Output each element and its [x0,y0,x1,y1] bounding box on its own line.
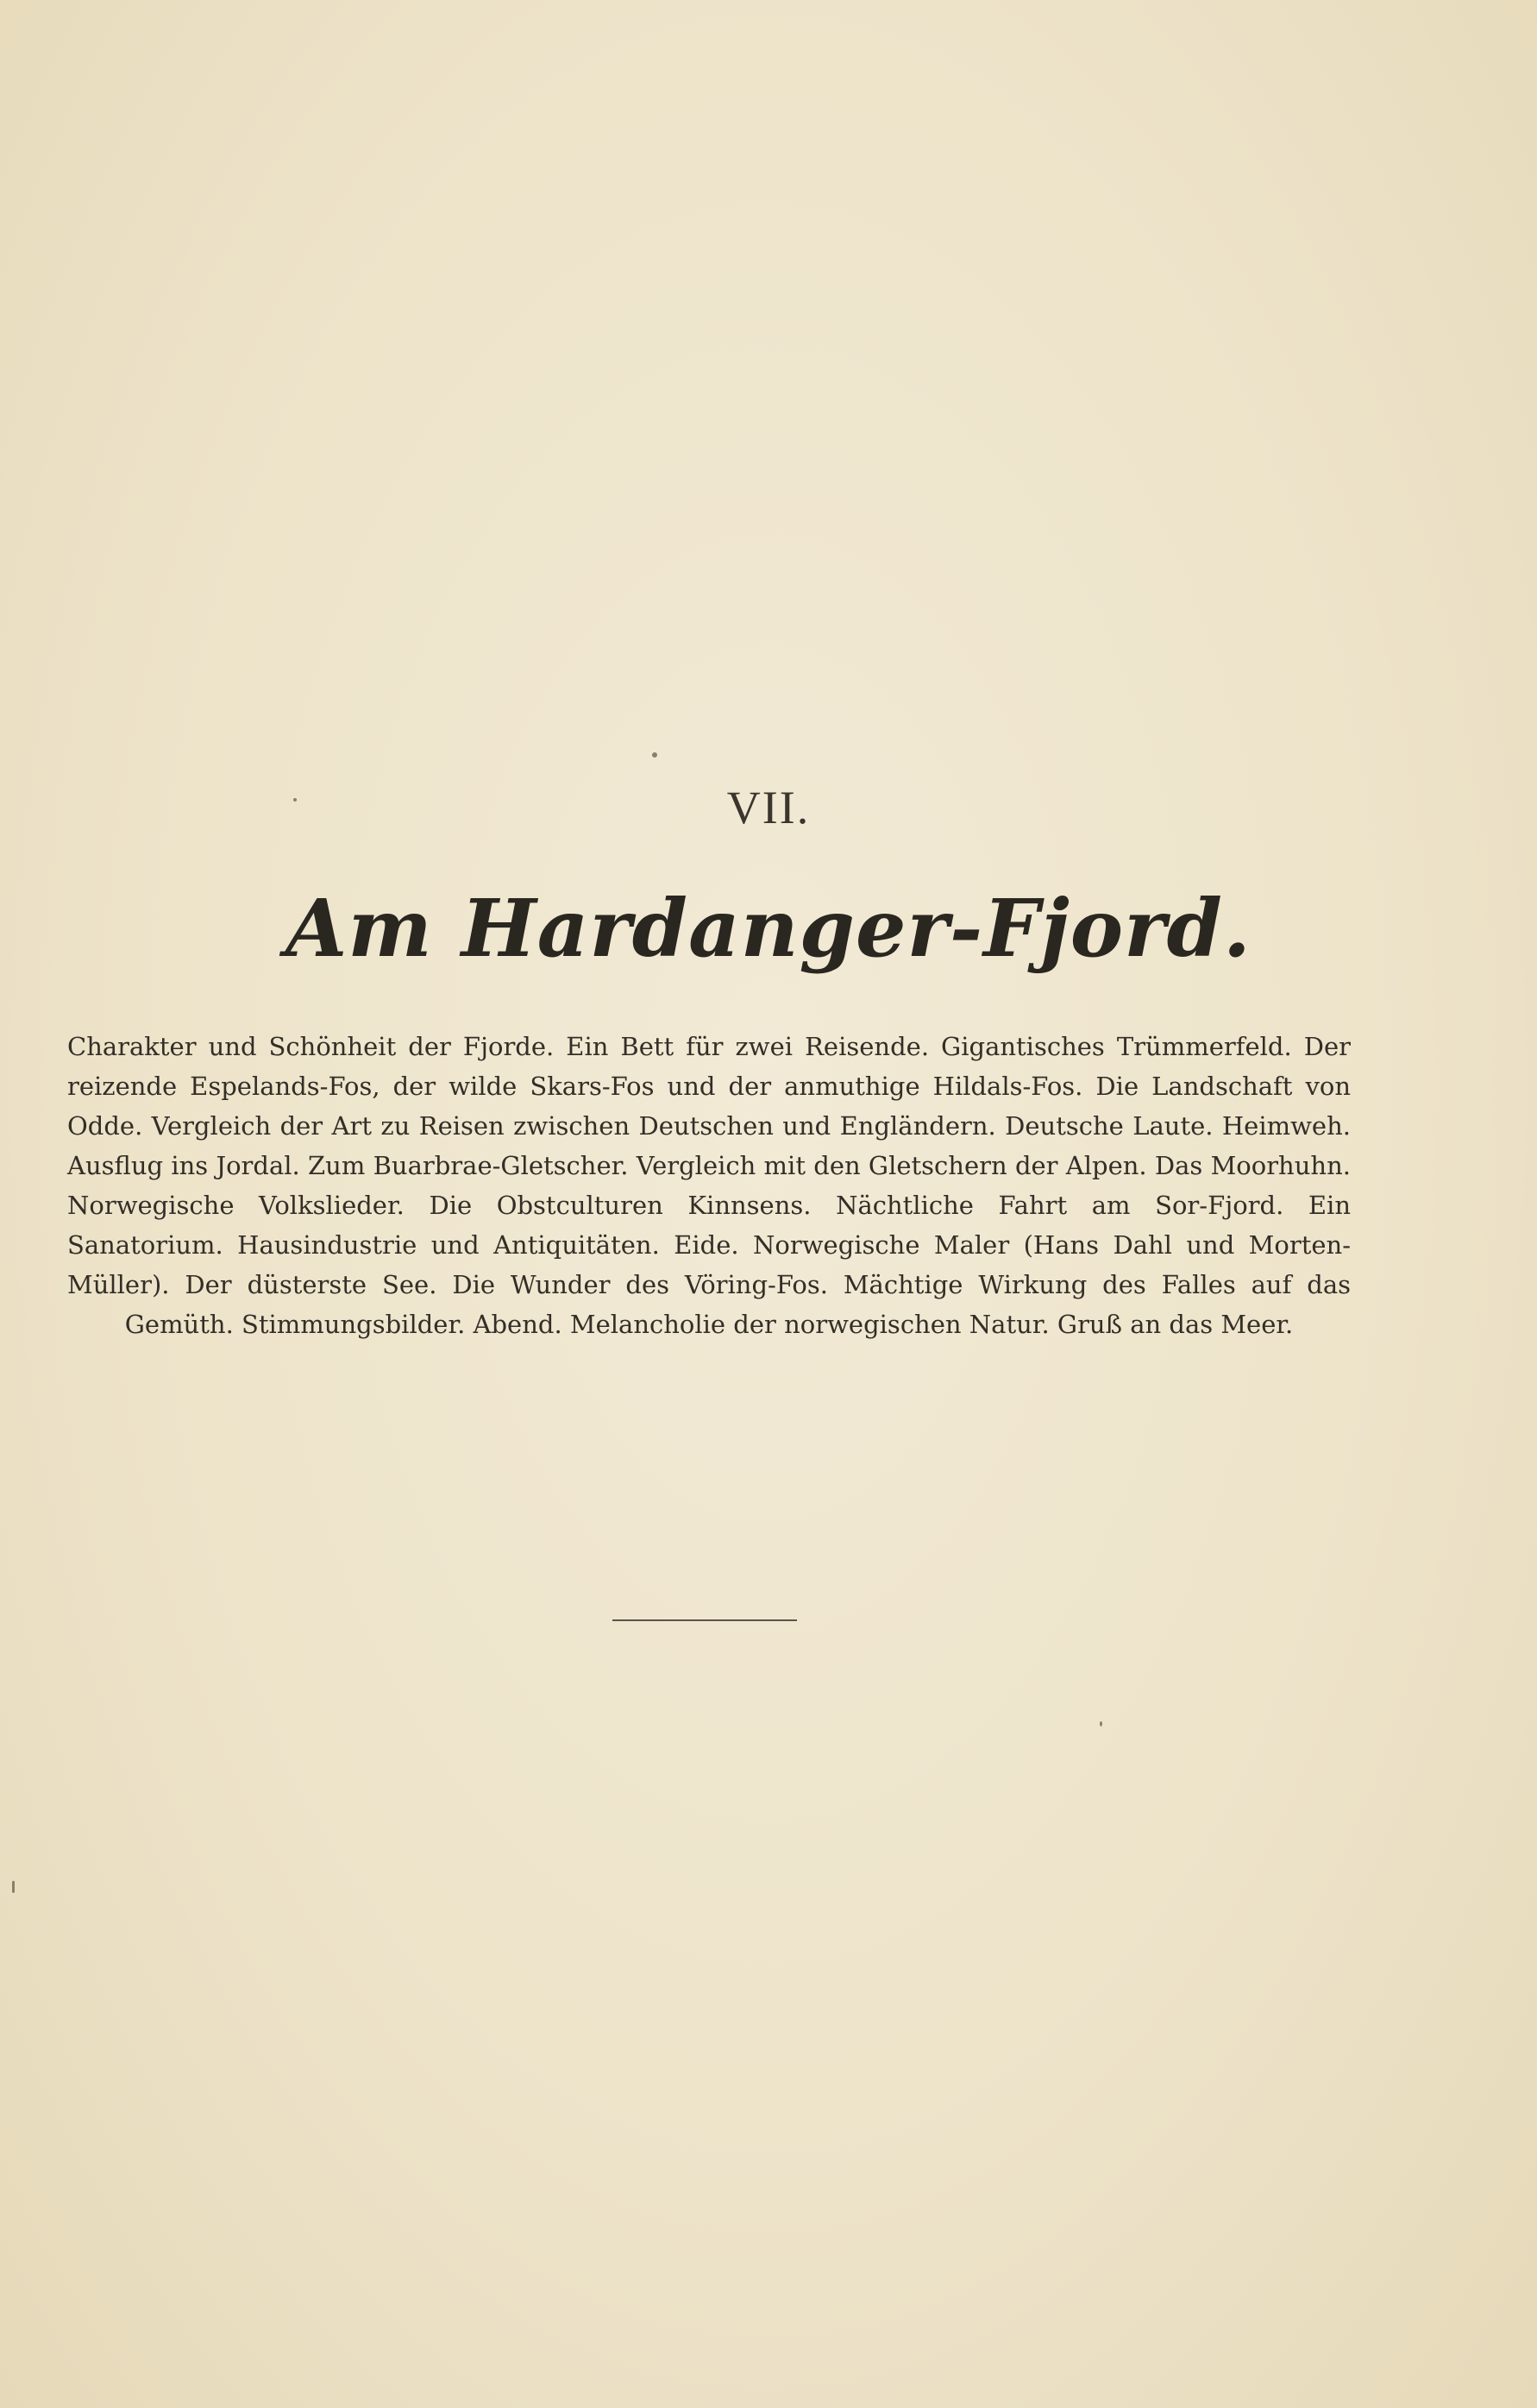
section-rule [612,1619,797,1621]
paper-speck [12,1881,15,1893]
chapter-title: Am Hardanger-Fjord. [285,882,1252,975]
paper-speck [293,798,297,802]
paper-speck [1100,1721,1102,1726]
paper-speck [652,752,657,758]
chapter-summary: Charakter und Schönheit der Fjorde. Ein Bett für zwei Reisende. Gigantisches Trümmerfeld. Der reizende Espelands-Fos, der wilde Skars-Fos und der anmuthige Hildals-Fos. Die Landschaft von Odde. Vergleich der Art zu Reisen zwischen Deutschen und Engländern. Deutsche Laute. Heimweh. Ausflug ins Jordal. Zum Buarbrae-Gletscher. Vergleich mit den Gletschern der Alpen. Das Moorhuhn. Norwegische Volkslieder. Die Obstculturen Kinnsens. Nächtliche Fahrt am Sor-Fjord. Ein Sanatorium. Hausindustrie und Antiquitäten. Eide. Norwegische Maler (Hans Dahl und Morten-Müller). Der düsterste See. Die Wunder des Vöring-Fos. Mächtige Wirkung des Falles auf das Gemüth. Stimmungsbilder. Abend. Melancholie der norwegischen Natur. Gruß an das Meer. [67,1032,1351,1339]
chapter-number: VII. [726,782,811,833]
